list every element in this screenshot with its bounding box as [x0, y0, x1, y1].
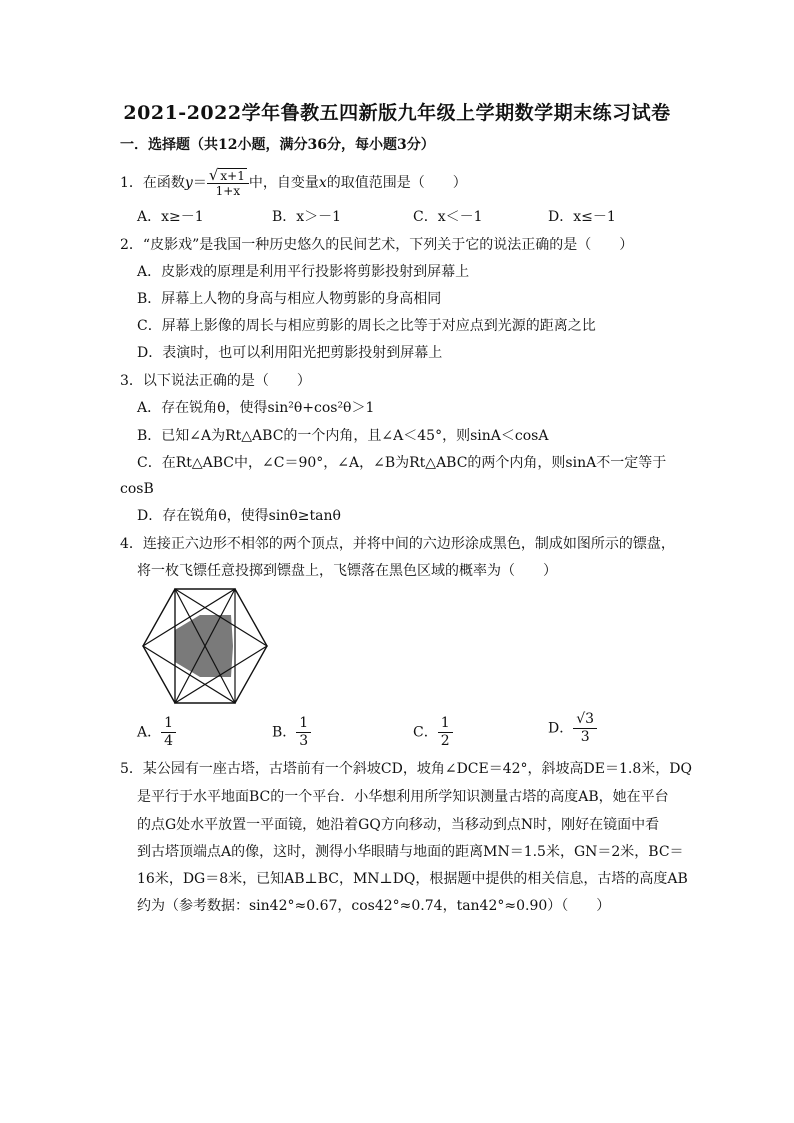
q2-option-a: A．皮影戏的原理是利用平行投影将剪影投射到屏幕上: [137, 264, 470, 280]
q4-option-c: C． $\frac{1}{2}$: [413, 715, 453, 750]
section-heading: 一．选择题（共12小题，满分36分，每小题3分）: [120, 137, 435, 153]
q3-option-d: D．存在锐角θ，使得sinθ≥tanθ: [137, 508, 341, 524]
question-2: 2．“皮影戏”是我国一种历史悠久的民间艺术，下列关于它的说法正确的是（ ）: [120, 237, 634, 253]
question-5-line4: 到古塔顶端点A的像，这时，测得小华眼睛与地面的距离MN＝1.5米，GN＝2米，BC＝: [137, 844, 684, 860]
q1-suffix2: 的取值范围是（ ）: [326, 175, 467, 191]
question-4-line2: 将一枚飞镖任意投掷到镖盘上，飞镖落在黑色区域的概率为（ ）: [137, 563, 557, 579]
q3-option-b: B．已知∠A为Rt△ABC的一个内角，且∠A＜45°，则sinA＜cosA: [137, 428, 549, 444]
question-4-line1: 4．连接正六边形不相邻的两个顶点，并将中间的六边形涂成黑色，制成如图所示的镖盘，: [120, 536, 675, 552]
q4-option-a: A． $\frac{1}{4}$: [137, 715, 176, 750]
dartboard-hexagon-figure: [135, 586, 275, 706]
question-5-line2: 是平行于水平地面BC的一个平台．小华想利用所学知识测量古塔的高度AB，她在平台: [137, 789, 669, 805]
q1-var: y: [184, 175, 193, 191]
q1-denominator: 1+x: [215, 184, 241, 198]
q3-option-a: A．存在锐角θ，使得sin²θ+cos²θ＞1: [137, 400, 375, 416]
question-5-line3: 的点G处水平放置一平面镜，她沿着GQ方向移动，当移动到点N时，刚好在镜面中看: [137, 817, 660, 833]
page-title: 2021-2022学年鲁教五四新版九年级上学期数学期末练习试卷: [123, 102, 671, 124]
q1-x: x: [318, 175, 327, 191]
q1-option-d: D．x≤－1: [548, 209, 616, 225]
q2-option-c: C．屏幕上影像的周长与相应剪影的周长之比等于对应点到光源的距离之比: [137, 318, 596, 334]
question-5-line6: 约为（参考数据：sin42°≈0.67，cos42°≈0.74，tan42°≈0.90）（ ）: [137, 898, 611, 914]
q2-option-b: B．屏幕上人物的身高与相应人物剪影的身高相同: [137, 291, 442, 307]
question-5-line5: 16米，DG＝8米，已知AB⊥BC，MN⊥DQ，根据题中提供的相关信息，古塔的高度AB: [137, 871, 688, 887]
q1-suffix: 中，自变量: [248, 175, 319, 191]
q3-option-c-cont: cosB: [120, 481, 154, 497]
question-1: [120, 168, 467, 198]
q2-option-d: D．表演时，也可以利用阳光把剪影投射到屏幕上: [137, 345, 443, 361]
q1-prefix: 1．在函数: [120, 175, 185, 191]
q4-option-b: B． $\frac{1}{3}$: [272, 715, 311, 750]
q1-numerator: x+1: [220, 169, 245, 183]
q1-option-b: B．x＞－1: [272, 209, 342, 225]
q1-option-c: C．x＜－1: [413, 209, 483, 225]
q1-fraction: $\frac{√ x+1}{1+x}$: [207, 168, 249, 198]
q1-eq: ＝: [192, 175, 207, 191]
q3-option-c: C．在Rt△ABC中，∠C＝90°，∠A，∠B为Rt△ABC的两个内角，则sinA不一定等于: [137, 455, 667, 471]
question-5-line1: 5．某公园有一座古塔，古塔前有一个斜坡CD，坡角∠DCE＝42°，斜坡高DE＝1.8米，DQ: [120, 761, 692, 777]
q1-option-a: A．x≥－1: [137, 209, 204, 225]
q4-option-d: D． $\frac{√3}{3}$: [548, 711, 597, 746]
question-3: 3．以下说法正确的是（ ）: [120, 373, 311, 389]
